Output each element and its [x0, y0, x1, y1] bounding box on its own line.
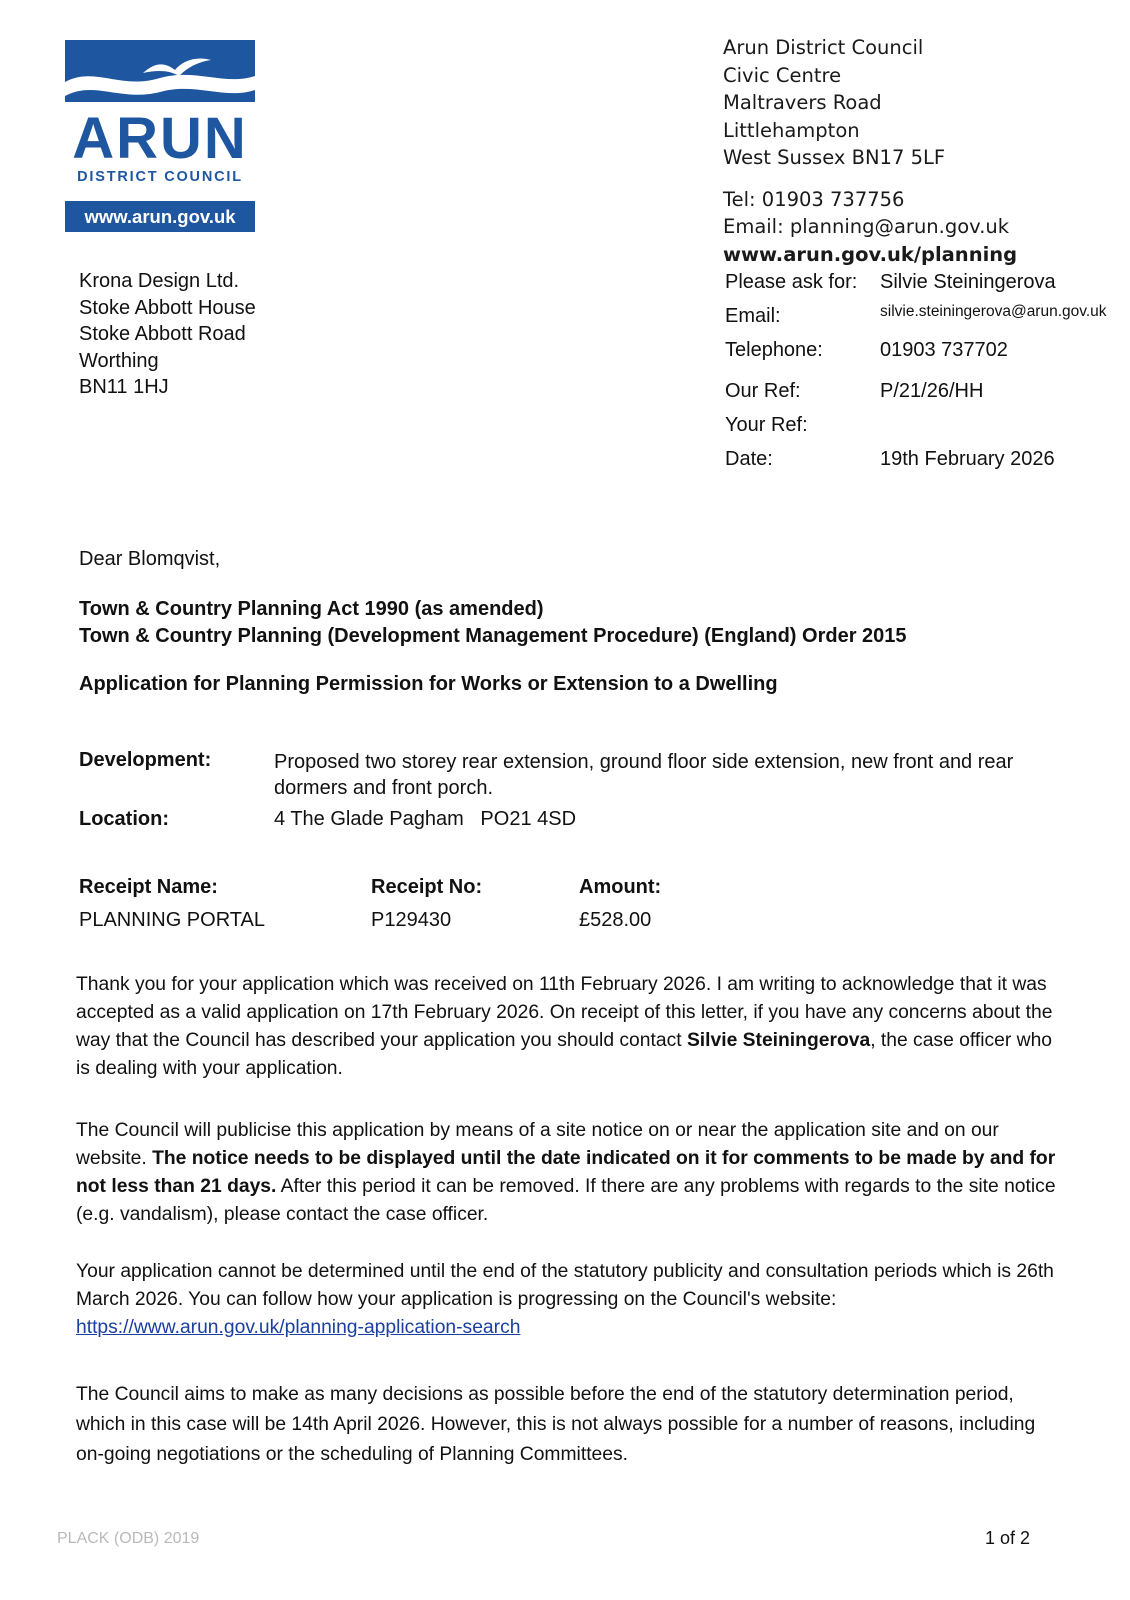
subject-heading: Application for Planning Permission for Works or Extension to a Dwelling — [79, 673, 778, 695]
development-label: Development: — [79, 749, 212, 771]
council-name: Arun District Council — [723, 36, 924, 59]
recipient-line: Stoke Abbott House — [79, 296, 256, 319]
paragraph-text: Your application cannot be determined until the end of the statutory publicity and consultation periods which is 26th March 2026. You can follow how your application is progressing on the Council's website: — [76, 1261, 1054, 1310]
recipient-address — [79, 268, 256, 401]
paragraph-text: Thank you for your application which was received on 11th February 2026. I am writing to acknowledge that it was accepted as a valid application on 17th February 2026. On receipt of this letter, if you have any concerns about the way that the Council has described your application you should contact — [76, 974, 1053, 1051]
amount-value: £528.00 — [579, 909, 652, 931]
council-address-block — [723, 34, 1123, 268]
paragraph-text: , the case officer who is dealing with your application. — [76, 1030, 1053, 1079]
page-number: 1 of 2 — [985, 1528, 1031, 1548]
act-heading-1: Town & Country Planning Act 1990 (as amended) — [79, 598, 544, 620]
logo-website: www.arun.gov.uk — [84, 206, 236, 227]
receipt-name-label: Receipt Name: — [79, 876, 218, 898]
date-label: Date: — [725, 448, 773, 470]
location-value: 4 The Glade Pagham PO21 4SD — [274, 808, 577, 830]
council-address-line: Civic Centre — [723, 63, 842, 87]
arun-district-council-logo — [65, 40, 255, 232]
email-value[interactable]: silvie.steiningerova@arun.gov.uk — [880, 303, 1107, 320]
recipient-line: Worthing — [79, 349, 159, 372]
our-ref-label: Our Ref: — [725, 380, 801, 402]
logo-subtitle: DISTRICT COUNCIL — [77, 169, 243, 185]
paragraph-determination — [76, 1258, 1056, 1342]
paragraph-text: The Council aims to make as many decisions as possible before the end of the statutory determination period, which in this case will be 14th April 2026. However, this is not always possible for a number of reasons, including on-going negotiations or the scheduling of Planning Committees. — [76, 1384, 1036, 1465]
receipt-no-label: Receipt No: — [371, 876, 483, 898]
planning-search-link[interactable]: https://www.arun.gov.uk/planning-application-search — [76, 1317, 521, 1338]
logo-wordmark: ARUN — [72, 106, 248, 171]
email-label: Email: — [725, 305, 781, 327]
ask-for-label: Please ask for: — [725, 271, 858, 293]
your-ref-label: Your Ref: — [725, 414, 808, 436]
paragraph-text: The Council will publicise this application by means of a site notice on or near the application site and on our website. — [76, 1120, 999, 1169]
council-address-line: West Sussex BN17 5LF — [723, 146, 946, 169]
recipient-line: BN11 1HJ — [79, 376, 169, 398]
recipient-line: Krona Design Ltd. — [79, 270, 240, 292]
location-label: Location: — [79, 808, 169, 830]
paragraph-text: After this period it can be removed. If there are any problems with regards to the site notice (e.g. vandalism), please contact the case officer. — [76, 1176, 1056, 1225]
receipt-name-value: PLANNING PORTAL — [79, 909, 265, 931]
development-value: Proposed two storey rear extension, ground floor side extension, new front and rear dormers and front porch. — [274, 751, 1014, 799]
telephone-label: Telephone: — [725, 339, 823, 361]
recipient-line: Stoke Abbott Road — [79, 323, 246, 345]
our-ref-value: P/21/26/HH — [880, 380, 984, 402]
paragraph-decision-period — [76, 1380, 1056, 1470]
amount-label: Amount: — [579, 876, 662, 898]
council-address-line: Maltravers Road — [723, 91, 882, 114]
case-officer-name: Silvie Steiningerova — [686, 1030, 871, 1051]
council-email[interactable]: Email: planning@arun.gov.uk — [723, 215, 1010, 238]
date-value: 19th February 2026 — [880, 448, 1055, 470]
council-web[interactable]: www.arun.gov.uk/planning — [723, 242, 1018, 266]
council-address-line: Littlehampton — [723, 118, 860, 142]
notice-requirement: The notice needs to be displayed until the date indicated on it for comments to be made by and for not less than 21 days. — [76, 1148, 1056, 1197]
salutation: Dear Blomqvist, — [79, 548, 221, 570]
ask-for-value: Silvie Steiningerova — [880, 271, 1056, 293]
telephone-value: 01903 737702 — [880, 339, 1008, 361]
council-tel: Tel: 01903 737756 — [723, 187, 905, 211]
paragraph-acknowledgement — [76, 971, 1056, 1083]
footer-code: PLACK (ODB) 2019 — [57, 1530, 200, 1547]
act-heading-2: Town & Country Planning (Development Management Procedure) (England) Order 2015 — [79, 625, 907, 647]
receipt-no-value: P129430 — [371, 909, 452, 931]
paragraph-site-notice — [76, 1117, 1056, 1229]
